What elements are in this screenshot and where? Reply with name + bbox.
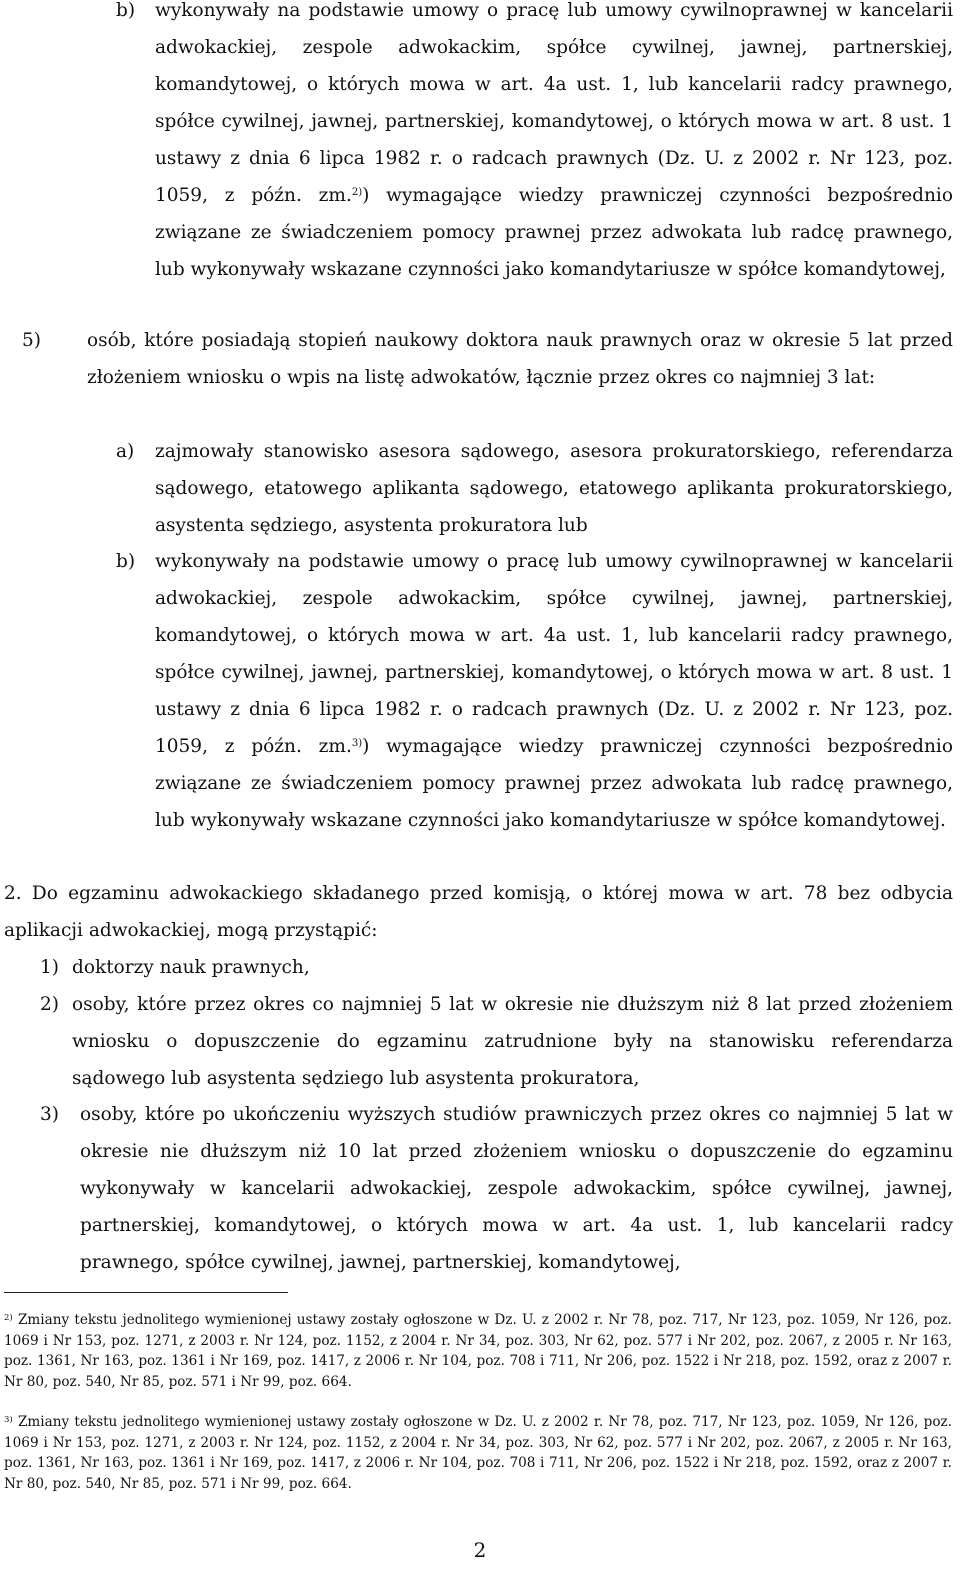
item-label-b: b) xyxy=(116,551,136,572)
footnote-2 xyxy=(4,1310,952,1392)
item-text: osób, które posiadają stopień naukowy doktora nauk prawnych oraz w okresie 5 lat przed złożeniem wniosku o wpis na listę adwokatów, łącznie przez okres co najmniej 3 lat: xyxy=(87,330,953,388)
item-label-3: 3) xyxy=(40,1104,59,1125)
footnote-ref: 2) xyxy=(351,187,363,198)
item-text: doktorzy nauk prawnych, xyxy=(72,957,310,978)
footnote-text: Zmiany tekstu jednolitego wymienionej ustawy zostały ogłoszone w Dz. U. z 2002 r. Nr 78, poz. 717, Nr 123, poz. 1059, Nr 126, poz. 1069 i Nr 153, poz. 1271, z 2003 r. Nr 124, poz. 1152, z 2004 r. Nr 34, poz. 303, Nr 62, poz. 577 i Nr 202, poz. 2067, z 2005 r. Nr 163, poz. 1361, Nr 163, poz. 1361 i Nr 169, poz. 1417, z 2006 r. Nr 104, poz. 708 i 711, Nr 206, poz. 1522 i Nr 218, poz. 1592, oraz z 2007 r. Nr 80, poz. 540, Nr 85, poz. 571 i Nr 99, poz. 664. xyxy=(4,1414,952,1492)
footnote-ref: 3) xyxy=(351,738,363,749)
item-text: wykonywały na podstawie umowy o pracę lub umowy cywilnoprawnej w kancelarii adwokackiej, zespole adwokackim, spółce cywilnej, jawnej, partnerskiej, komandytowej, o których mowa w art. 4a ust. 1, lub kancelarii radcy prawnego, spółce cywilnej, jawnej, partnerskiej, komandytowej, o których mowa w art. 8 ust. 1 ustawy z dnia 6 lipca 1982 r. o radcach prawnych (Dz. U. z 2002 r. Nr 123, poz. 1059, z późn. zm. xyxy=(155,551,953,757)
item-label-a: a) xyxy=(116,441,135,462)
list-item-1 xyxy=(72,949,953,986)
item-text-tail: ) wymagające wiedzy prawniczej czynności bezpośrednio związane ze świadczeniem pomocy prawnej przez adwokata lub radcę prawnego, lub wykonywały wskazane czynności jako komandytariusze w spółce komandytowej, xyxy=(155,185,953,280)
footnote-separator xyxy=(4,1292,288,1293)
list-item-b-second xyxy=(155,543,953,839)
list-item-3 xyxy=(80,1096,953,1281)
list-item-a xyxy=(155,433,953,544)
list-item-b-first xyxy=(155,0,953,288)
item-text-tail: ) wymagające wiedzy prawniczej czynności bezpośrednio związane ze świadczeniem pomocy prawnej przez adwokata lub radcę prawnego, lub wykonywały wskazane czynności jako komandytariusze w spółce komandytowej. xyxy=(155,736,953,831)
footnote-text: Zmiany tekstu jednolitego wymienionej ustawy zostały ogłoszone w Dz. U. z 2002 r. Nr 78, poz. 717, Nr 123, poz. 1059, Nr 126, poz. 1069 i Nr 153, poz. 1271, z 2003 r. Nr 124, poz. 1152, z 2004 r. Nr 34, poz. 303, Nr 62, poz. 577 i Nr 202, poz. 2067, z 2005 r. Nr 163, poz. 1361, Nr 163, poz. 1361 i Nr 169, poz. 1417, z 2006 r. Nr 104, poz. 708 i 711, Nr 206, poz. 1522 i Nr 218, poz. 1592, oraz z 2007 r. Nr 80, poz. 540, Nr 85, poz. 571 i Nr 99, poz. 664. xyxy=(4,1312,952,1390)
list-item-5 xyxy=(87,322,953,396)
footnote-3 xyxy=(4,1412,952,1494)
section-text: 2. Do egzaminu adwokackiego składanego przed komisją, o której mowa w art. 78 bez odbycia aplikacji adwokackiej, mogą przystąpić: xyxy=(4,883,953,941)
list-item-2 xyxy=(72,986,953,1097)
item-label-b: b) xyxy=(116,0,136,21)
footnote-mark: 3) xyxy=(4,1415,13,1425)
item-text: wykonywały na podstawie umowy o pracę lub umowy cywilnoprawnej w kancelarii adwokackiej, zespole adwokackim, spółce cywilnej, jawnej, partnerskiej, komandytowej, o których mowa w art. 4a ust. 1, lub kancelarii radcy prawnego, spółce cywilnej, jawnej, partnerskiej, komandytowej, o których mowa w art. 8 ust. 1 ustawy z dnia 6 lipca 1982 r. o radcach prawnych (Dz. U. z 2002 r. Nr 123, poz. 1059, z późn. zm. xyxy=(155,0,953,206)
page-number: 2 xyxy=(473,1538,487,1562)
item-label-5: 5) xyxy=(22,330,41,351)
item-text: osoby, które po ukończeniu wyższych studiów prawniczych przez okres co najmniej 5 lat w okresie nie dłuższym niż 10 lat przed złożeniem wniosku o dopuszczenie do egzaminu wykonywały w kancelarii adwokackiej, zespole adwokackim, spółce cywilnej, jawnej, partnerskiej, komandytowej, o których mowa w art. 4a ust. 1, lub kancelarii radcy prawnego, spółce cywilnej, jawnej, partnerskiej, komandytowej, xyxy=(80,1104,953,1273)
item-text: zajmowały stanowisko asesora sądowego, asesora prokuratorskiego, referendarza sądowego, etatowego aplikanta sądowego, etatowego aplikanta prokuratorskiego, asystenta sędziego, asystenta prokuratora lub xyxy=(155,441,953,536)
section-2 xyxy=(4,875,953,949)
item-label-1: 1) xyxy=(40,957,59,978)
item-text: osoby, które przez okres co najmniej 5 lat w okresie nie dłuższym niż 8 lat przed złożeniem wniosku o dopuszczenie do egzaminu zatrudnione były na stanowisku referendarza sądowego lub asystenta sędziego lub asystenta prokuratora, xyxy=(72,994,953,1089)
item-label-2: 2) xyxy=(40,994,59,1015)
footnote-mark: 2) xyxy=(4,1313,13,1323)
